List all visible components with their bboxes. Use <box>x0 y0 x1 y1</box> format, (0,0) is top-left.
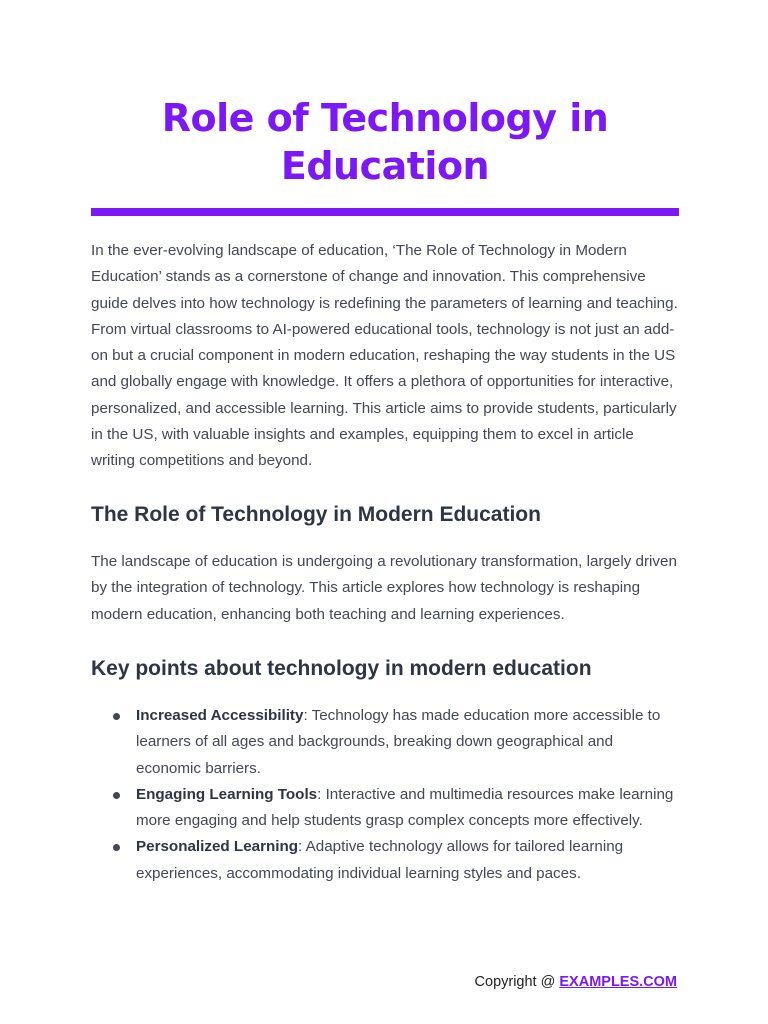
list-item-term: Increased Accessibility <box>136 707 304 724</box>
list-item-term: Engaging Learning Tools <box>136 785 318 803</box>
bullet-icon <box>113 792 120 799</box>
examples-link[interactable]: EXAMPLES.COM <box>559 974 677 990</box>
section-heading-key-points: Key points about technology in modern education <box>91 657 592 680</box>
bullet-icon <box>113 713 120 720</box>
list-item-text: : Adaptive technology allows for tailored learning experiences, accommodating individual learning styles and paces. <box>136 838 624 882</box>
page-title: Role of Technology in Education <box>161 96 609 188</box>
intro-paragraph: In the ever-evolving landscape of education, ‘The Role of Technology in Modern Education’ stands as a cornerstone of change and innovation. This comprehensive guide delves into how technology is redefining the parameters of learning and teaching. From virtual classrooms to AI-powered educational tools, technology is not just an add-on but a crucial component in modern education, reshaping the way students in the US and globally engage with knowledge. It offers a plethora of opportunities for interactive, personalized, and accessible learning. This article aims to provide students, particularly in the US, with valuable insights and examples, equipping them to excel in article writing competitions and beyond. <box>91 242 678 470</box>
title-divider <box>91 208 679 216</box>
section-heading-role: The Role of Technology in Modern Education <box>91 503 541 526</box>
list-item-text: : Technology has made education more accessible to learners of all ages and backgrounds, breaking down geographical and economic barriers. <box>136 707 661 777</box>
section-role-paragraph: The landscape of education is undergoing a revolutionary transformation, largely driven by the integration of technology. This article explores how technology is reshaping modern education, enhancing both teaching and learning experiences. <box>91 553 677 623</box>
copyright-footer <box>475 972 677 992</box>
list-item-text: : Interactive and multimedia resources make learning more engaging and help students grasp complex concepts more effectively. <box>136 785 674 830</box>
list-item <box>91 703 681 782</box>
bullet-icon <box>113 844 120 851</box>
list-item-term: Personalized Learning <box>136 838 299 856</box>
copyright-prefix: Copyright @ <box>474 974 560 990</box>
list-item <box>91 782 681 835</box>
list-item <box>91 834 681 887</box>
key-points-list <box>91 703 681 887</box>
